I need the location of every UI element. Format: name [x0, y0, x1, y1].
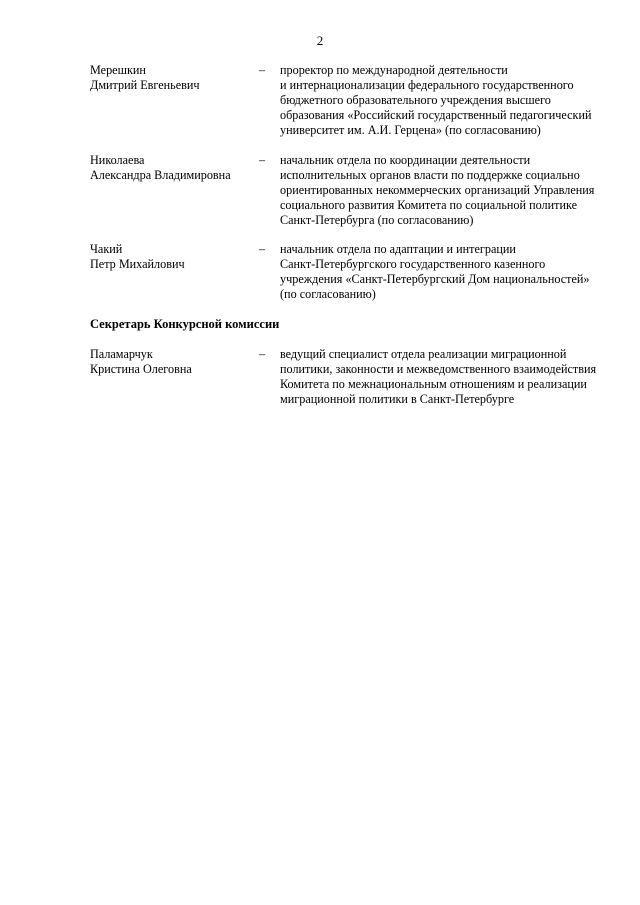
member-surname: Паламарчук — [90, 347, 153, 361]
secretary-heading: Секретарь Конкурсной комиссии — [90, 317, 280, 331]
role-line: ведущий специалист отдела реализации миграционной — [280, 347, 567, 361]
role-line: и интернационализации федерального государственного — [280, 78, 574, 92]
role-line: начальник отдела по адаптации и интеграции — [280, 242, 516, 256]
member-name — [90, 242, 255, 272]
member-given-names: Александра Владимировна — [90, 168, 231, 182]
role-line: социального развития Комитета по социальной политике — [280, 198, 578, 212]
dash-separator: – — [259, 347, 266, 361]
role-line: начальник отдела по координации деятельности — [280, 153, 531, 167]
member-name — [90, 153, 255, 183]
dash-separator: – — [259, 63, 266, 77]
dash-separator: – — [259, 242, 266, 256]
role-line: Санкт-Петербургского государственного казенного — [280, 257, 546, 271]
role-line: бюджетного образовательного учреждения высшего — [280, 93, 551, 107]
member-surname: Николаева — [90, 153, 145, 167]
member-role — [280, 63, 630, 138]
member-name — [90, 63, 255, 93]
role-line: политики, законности и межведомственного взаимодействия — [280, 362, 597, 376]
role-line: (по согласованию) — [280, 287, 376, 301]
member-role — [280, 347, 630, 407]
member-surname: Чакий — [90, 242, 123, 256]
role-line: учреждения «Санкт-Петербургский Дом национальностей» — [280, 272, 590, 286]
dash-separator: – — [259, 153, 266, 167]
role-line: Комитета по межнациональным отношениям и реализации — [280, 377, 587, 391]
role-line: миграционной политики в Санкт-Петербурге — [280, 392, 515, 406]
member-name — [90, 347, 255, 377]
member-surname: Мерешкин — [90, 63, 146, 77]
role-line: образования «Российский государственный педагогический — [280, 108, 592, 122]
page-number: 2 — [316, 33, 324, 48]
role-line: университет им. А.И. Герцена» (по согласованию) — [280, 123, 541, 137]
role-line: исполнительных органов власти по поддержке социально — [280, 168, 580, 182]
role-line: Санкт-Петербурга (по согласованию) — [280, 213, 474, 227]
member-role — [280, 153, 630, 228]
member-role — [280, 242, 630, 302]
role-line: проректор по международной деятельности — [280, 63, 508, 77]
member-given-names: Петр Михайлович — [90, 257, 185, 271]
member-given-names: Дмитрий Евгеньевич — [90, 78, 200, 92]
member-given-names: Кристина Олеговна — [90, 362, 192, 376]
role-line: ориентированных некоммерческих организаций Управления — [280, 183, 595, 197]
